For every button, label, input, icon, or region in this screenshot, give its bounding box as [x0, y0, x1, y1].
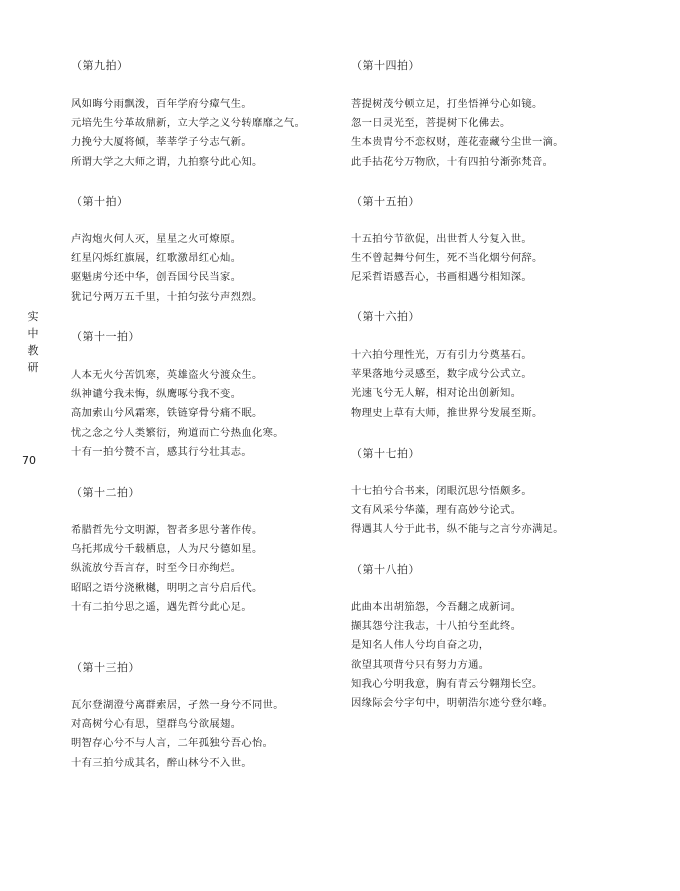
poem-line: 纵神谴兮我未悔，纵鹰啄兮我不变。 [71, 388, 242, 401]
poem-line: 十有三拍兮成其名，醉山林兮不入世。 [71, 756, 252, 769]
poem-stanza [71, 230, 263, 307]
poem-line: 卢沟炮火何人灭，星星之火可燎原。 [71, 233, 242, 245]
poem-line: 十五拍兮节欲促，出世哲人兮复入世。 [351, 233, 532, 245]
section-heading: （第十一拍） [71, 330, 140, 343]
poem-stanza [71, 696, 284, 773]
poem-stanza [71, 95, 305, 172]
poem-line: 驱魁虏兮还中华，创吾国兮民当家。 [71, 271, 242, 284]
poem-line: 此曲本出胡笳怨，今吾翻之成新词。 [351, 601, 522, 613]
poem-line: 尼采哲语感吾心，书画相遇兮相知深。 [351, 271, 532, 284]
poem-line: 因缘际会兮字句中，明朝浩尔迹兮登尔峰。 [351, 696, 554, 709]
poem-line: 十七拍兮合书来，闭眼沉思兮悟颇多。 [351, 485, 532, 497]
poem-line: 纵流放兮吾言存，时至今日亦绚烂。 [71, 562, 242, 575]
poem-stanza [351, 482, 564, 540]
section-heading: （第十拍） [71, 195, 129, 208]
poem-line: 得遇其人兮于此书，纵不能与之言兮亦满足。 [351, 523, 564, 536]
section-heading: （第十四拍） [351, 59, 420, 72]
poem-line: 乌托邦成兮千载栖息，人为尺兮德如星。 [71, 543, 263, 556]
section-heading: （第十六拍） [351, 310, 420, 323]
poem-line: 此手拈花兮万物欣，十有四拍兮渐弥梵音。 [351, 155, 554, 168]
poem-line: 撷其怨兮注我志，十八拍兮至此终。 [351, 620, 522, 633]
section-heading: （第十五拍） [351, 195, 420, 208]
sidebar-char: 实 [27, 310, 39, 323]
sidebar-char: 中 [27, 327, 39, 340]
poem-line: 风如晦兮雨飘泼，百年学府兮瘴气生。 [71, 98, 252, 110]
poem-line: 生本贵胄兮不恋权财，莲花壶藏兮尘世一滴。 [351, 136, 564, 149]
poem-stanza [71, 366, 284, 462]
poem-line: 希腊哲先兮文明源，智者多思兮著作传。 [71, 524, 263, 536]
poem-line: 犹记兮两万五千里，十拍匀弦兮声烈烈。 [71, 290, 263, 303]
poem-line: 是知名人伟人兮均自奋之功， [351, 639, 490, 652]
section-heading: （第十三拍） [71, 661, 140, 674]
poem-line: 光速飞兮无人解，相对论出创新知。 [351, 387, 522, 400]
poem-line: 欲望其项背兮只有努力方通。 [351, 658, 490, 671]
poem-stanza [351, 346, 543, 423]
poem-line: 元培先生兮革故鼎新，立大学之义兮转靡靡之气。 [71, 117, 306, 130]
poem-line: 红星闪烁红旗展，红歌激昂红心灿。 [71, 252, 242, 265]
poem-line: 生不曾起舞兮何生，死不当化烟兮何辞。 [351, 252, 543, 265]
poem-line: 明智存心兮不与人言，二年孤独兮吾心怡。 [71, 737, 274, 750]
poem-line: 十有一拍兮赞不言，感其行兮壮其志。 [71, 445, 252, 458]
poem-line: 苹果落地兮灵感至，数字成兮公式立。 [351, 368, 532, 381]
poem-line: 对高树兮心有思，望群鸟兮欲展翅。 [71, 718, 242, 731]
section-heading: （第十八拍） [351, 563, 420, 576]
poem-line: 昭昭之语兮浇楸樾，明明之言兮启后代。 [71, 581, 263, 594]
poem-line: 高加索山兮风霜寒，铁链穿骨兮痛不眠。 [71, 407, 263, 420]
sidebar-char: 研 [27, 361, 39, 374]
poem-line: 瓦尔登湖澄兮离群索居，孑然一身兮不同世。 [71, 699, 284, 711]
poem-line: 所谓大学之大师之谓，九拍察兮此心知。 [71, 155, 263, 168]
section-heading: （第十二拍） [71, 486, 140, 499]
poem-line: 知我心兮明我意，胸有青云兮翱翔长空。 [351, 677, 543, 690]
section-heading: （第十七拍） [351, 447, 420, 460]
poem-line: 人本无火兮苦饥寒，英雄盗火兮渡众生。 [71, 369, 263, 381]
poem-stanza [71, 521, 263, 617]
poem-line: 十六拍兮理性光，万有引力兮奠基石。 [351, 349, 532, 361]
poem-stanza [351, 95, 564, 172]
poem-line: 文有风采兮华藻，理有高妙兮论式。 [351, 504, 522, 517]
poem-stanza [351, 598, 553, 713]
poem-line: 物理史上草有大师，推世界兮发展至斯。 [351, 406, 543, 419]
page-number: 70 [22, 454, 36, 467]
poem-line: 忽一日灵光至，菩提树下化佛去。 [351, 117, 511, 130]
poem-line: 力挽兮大厦将倾，莘莘学子兮志气新。 [71, 136, 252, 149]
poem-stanza [351, 230, 543, 288]
sidebar-char: 教 [27, 344, 39, 357]
poem-line: 菩提树茂兮顿立足，打坐悟禅兮心如镜。 [351, 98, 543, 110]
poem-line: 十有二拍兮思之遥，遇先哲兮此心足。 [71, 600, 252, 613]
sidebar-label [26, 308, 40, 376]
poem-line: 忧之念之兮人类繁衍，殉道而亡兮热血化寒。 [71, 426, 284, 439]
section-heading: （第九拍） [71, 59, 129, 72]
